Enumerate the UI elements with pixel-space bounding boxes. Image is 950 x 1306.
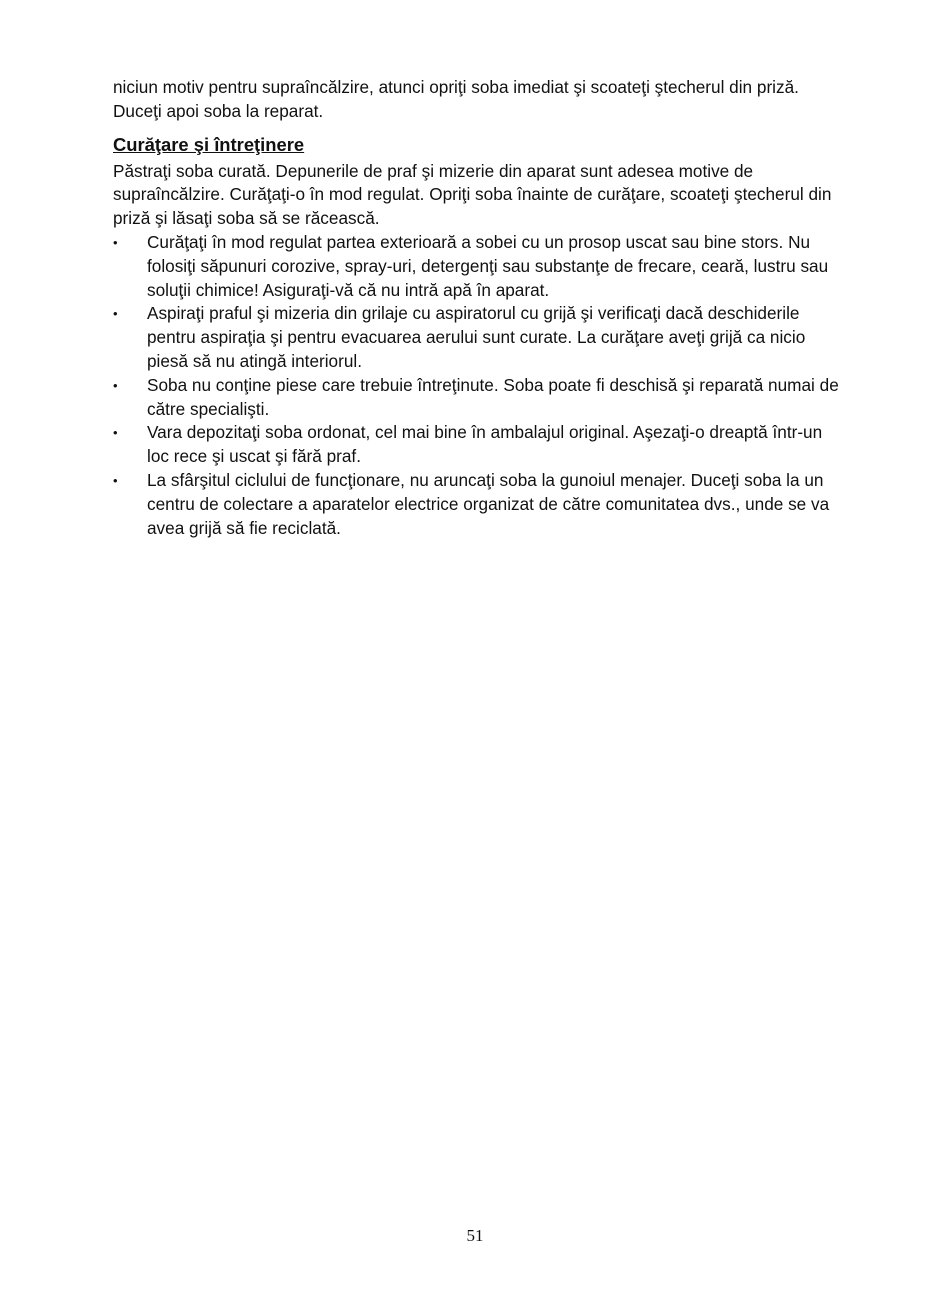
bullet-icon: • — [113, 377, 118, 393]
list-item — [113, 302, 843, 373]
bullet-icon: • — [113, 234, 118, 250]
list-item — [113, 231, 843, 302]
list-item-text: Vara depozitaţi soba ordonat, cel mai bine în ambalajul original. Aşezaţi-o dreaptă într-un loc rece şi uscat şi fără praf. — [147, 422, 823, 467]
bullet-list — [113, 231, 843, 540]
bullet-icon: • — [113, 425, 118, 441]
list-item — [113, 374, 843, 422]
section-heading: Curăţare şi întreţinere — [113, 133, 305, 155]
bullet-icon: • — [113, 472, 118, 488]
list-item-text: Soba nu conţine piese care trebuie întreţinute. Soba poate fi deschisă şi reparată numai de către specialişti. — [147, 374, 839, 419]
list-item — [113, 469, 843, 540]
list-item-text: La sfârşitul ciclului de funcţionare, nu aruncaţi soba la gunoiul menajer. Duceţi soba la un centru de colectare a aparatelor electrice organizat de către comunitatea dvs., unde se va avea grijă să fie reciclată. — [147, 469, 830, 538]
list-item-text: Aspiraţi praful şi mizeria din grilaje cu aspiratorul cu grijă şi verificaţi dacă deschiderile pentru aspiraţia şi pentru evacuarea aerului sunt curate. La curăţare aveţi grijă ca nicio piesă să nu atingă interiorul. — [147, 303, 806, 371]
page-number: 51 — [466, 1226, 484, 1245]
intro-paragraph: niciun motiv pentru supraîncălzire, atunci opriţi soba imediat şi scoateţi ştecherul din priză. Duceţi apoi soba la reparat. — [113, 77, 799, 121]
section-paragraph: Păstraţi soba curată. Depunerile de praf şi mizerie din aparat sunt adesea motive de supraîncălzire. Curăţaţi-o în mod regulat. Opriţi soba înainte de curăţare, scoateţi ştecherul din priză şi lăsaţi soba să se răcească. — [113, 160, 832, 229]
list-item-text: Curăţaţi în mod regulat partea exterioară a sobei cu un prosop uscat sau bine stors. Nu folosiţi săpunuri corozive, spray-uri, detergenţi sau substanţe de frecare, ceară, lustru sau soluţii chimice! Asiguraţi-vă că nu intră apă în aparat. — [147, 231, 829, 300]
list-item — [113, 421, 843, 469]
bullet-icon: • — [113, 306, 118, 322]
page-content — [113, 76, 843, 540]
